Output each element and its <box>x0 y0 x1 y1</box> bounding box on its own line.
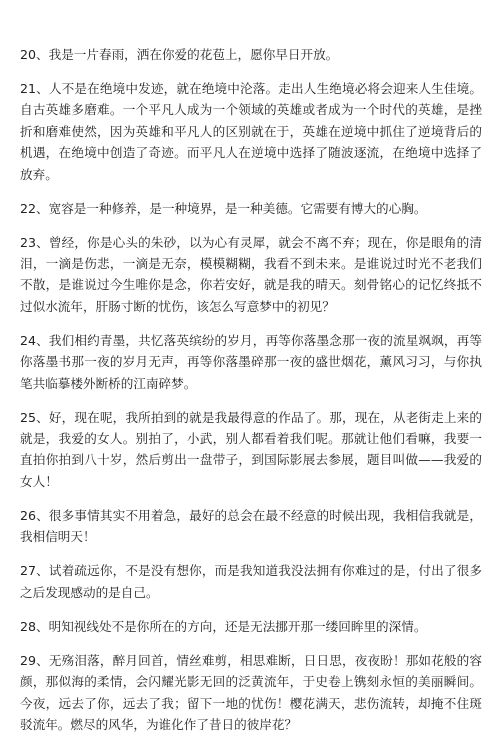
paragraph-23: 23、曾经，你是心头的朱砂，以为心有灵犀，就会不离不弃；现在，你是眼角的清泪，一滴是伤悲，一滴是无奈，模模糊糊，我看不到未来。是谁说过时光不老我们不散，是谁说过今生唯你是念，你若安好，就是我的晴天。刻骨铭心的记忆终抵不过似水流年，肝肠寸断的忧伤，该怎么写意梦中的初见？ <box>20 234 482 314</box>
paragraph-26: 26、很多事情其实不用着急，最好的总会在最不经意的时候出现，我相信我就是，我相信明天！ <box>20 507 482 545</box>
paragraph-22: 22、宽容是一种修养，是一种境界，是一种美德。它需要有博大的心胸。 <box>20 200 427 216</box>
paragraph-24: 24、我们相约青墨，共忆落英缤纷的岁月，再等你落墨念那一夜的流星飒飒，再等你落墨书那一夜的岁月无声，再等你落墨碎那一夜的盛世烟花，薰风习习，与你执笔共临摹楼外断桥的江南碎梦。 <box>20 332 482 391</box>
paragraph-21: 21、人不是在绝境中发迹，就在绝境中沦落。走出人生绝境必将会迎来人生佳境。自古英雄多磨难。一个平凡人成为一个领域的英雄或者成为一个时代的英雄，是挫折和磨难使然，因为英雄和平凡人的区别就在于，英雄在逆境中抓住了逆境背后的机遇，在绝境中创造了奇迹。而平凡人在逆境中选择了随波逐流，在绝境中选择了放弃。 <box>20 81 482 182</box>
paragraph-29: 29、无殇泪落，醉月回首，情丝难剪，相思难断，日日思，夜夜盼！那如花般的容颜，那似海的柔情，会闪耀光影无回的泛黄流年，于史卷上镌刻永恒的美丽瞬间。今夜，远去了你，远去了我；留下一地的忧伤！樱花满天，悲伤流转，却掩不住斑驳流年。燃尽的风华，为谁化作了昔日的彼岸花？ <box>20 652 482 732</box>
document-body <box>20 44 482 748</box>
paragraph-28: 28、明知视线处不是你所在的方向，还是无法挪开那一缕回眸里的深情。 <box>20 618 427 634</box>
paragraph-20: 20、我是一片春雨，洒在你爱的花苞上，愿你早日开放。 <box>20 47 339 62</box>
paragraph-25: 25、好，现在呢，我所拍到的就是我最得意的作品了。那，现在，从老街走上来的就是，我爱的女人。别拍了，小武，别人都看着我们呢。那就让他们看嘛，我要一直拍你拍到八十岁，然后剪出一盘带子，到国际影展去参展，题目叫做——我爱的女人！ <box>20 409 482 489</box>
paragraph-27: 27、试着疏远你，不是没有想你，而是我知道我没法拥有你难过的是，付出了很多之后发现感动的是自己。 <box>20 563 482 600</box>
